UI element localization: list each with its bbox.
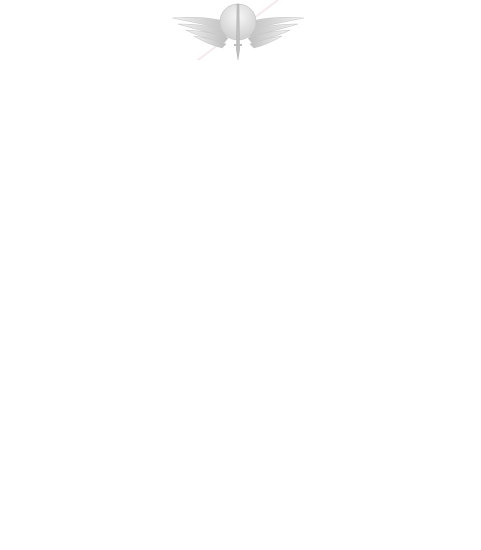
winged-emblem-logo <box>168 0 308 64</box>
main-content-area <box>0 64 481 550</box>
winged-emblem-icon <box>168 0 308 64</box>
